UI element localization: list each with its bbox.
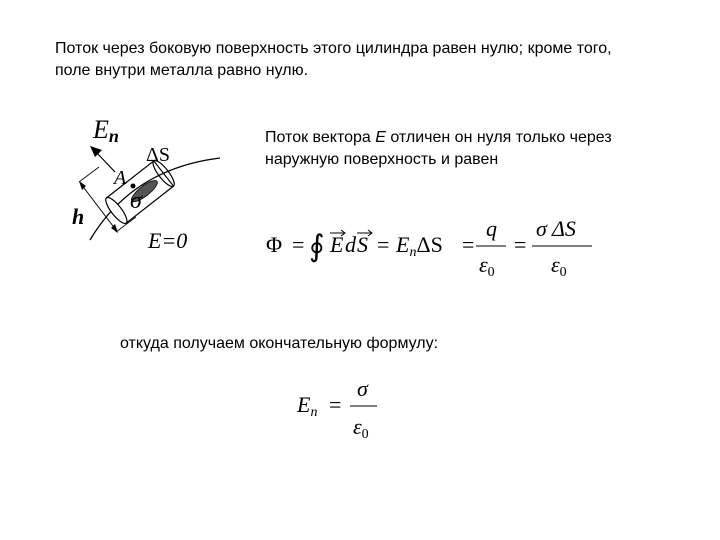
eq1-En: EnΔS: [396, 232, 443, 260]
cylinder-figure: [60, 108, 260, 268]
eq2-equals: =: [329, 392, 342, 417]
eq2-eps0: ε0: [353, 414, 369, 442]
eq1-equals-4: =: [514, 232, 527, 257]
eq1-equals-2: =: [377, 232, 390, 257]
label-A: A: [114, 167, 127, 189]
eq1-oint: ∮: [309, 230, 325, 263]
eq1-sigma-ds: σ ΔS: [536, 216, 576, 241]
flux-equation: [262, 210, 602, 284]
eq1-eps0-a: ε0: [479, 252, 495, 280]
label-delta-s: ΔS: [146, 144, 170, 166]
flux-line-1: [265, 127, 685, 149]
eq1-S-vector: S: [357, 232, 368, 257]
normal-arrow: [96, 152, 115, 172]
final-paragraph: откуда получаем окончательную формулу:: [120, 335, 439, 352]
label-En: En: [93, 115, 119, 146]
eq1-equals-3: =: [462, 232, 475, 257]
label-E-zero: E=0: [148, 228, 188, 253]
flux-prefix: Поток вектора: [265, 129, 376, 146]
label-sigma: σ: [130, 188, 142, 214]
eq1-q: q: [486, 216, 497, 241]
eq1-equals-1: =: [292, 232, 305, 257]
eq1-eps0-b: ε0: [551, 252, 567, 280]
label-h: h: [72, 204, 85, 229]
flux-vector-E: E: [375, 129, 386, 146]
flux-paragraph: [265, 127, 685, 171]
eq2-En: En: [297, 392, 318, 420]
height-guide-top: [79, 167, 99, 182]
intro-line-1: Поток через боковую поверхность этого цилиндра равен нулю; кроме того,: [55, 40, 612, 57]
normal-arrow-head: [90, 146, 102, 157]
eq1-phi: Φ: [266, 232, 283, 257]
intro-line-2: поле внутри металла равно нулю.: [55, 62, 309, 79]
intro-paragraph: [55, 38, 695, 82]
final-equation: [295, 374, 395, 444]
eq2-sigma: σ: [357, 376, 368, 401]
flux-line-2: наружную поверхность и равен: [265, 151, 499, 168]
eq1-d: d: [345, 232, 356, 257]
eq1-E-vector: E: [330, 232, 344, 257]
flux-rest: отличен он нуля только через: [385, 129, 612, 146]
